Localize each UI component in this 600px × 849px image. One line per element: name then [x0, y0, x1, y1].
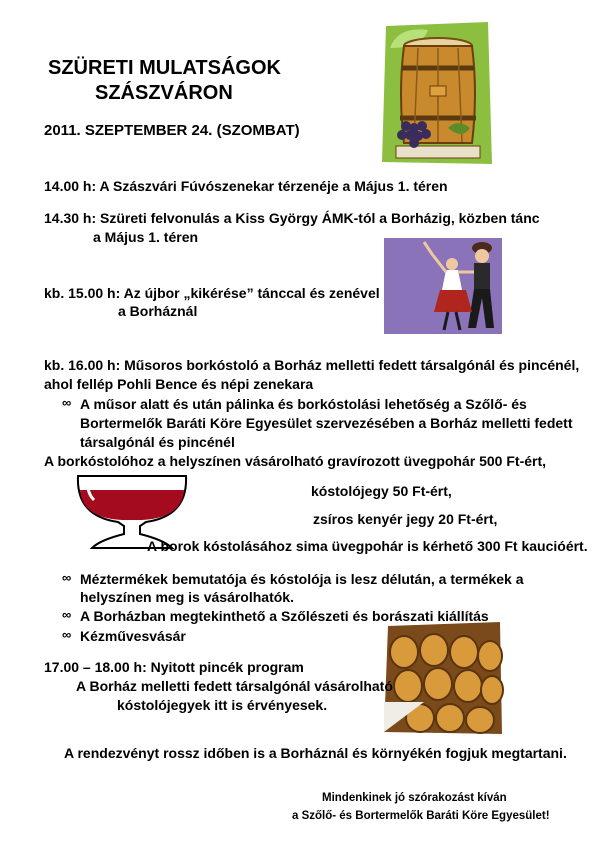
wine-cellar-icon [384, 622, 504, 734]
signature-line-2: a Szőlő- és Bortermelők Baráti Köre Egyesület! [292, 810, 550, 822]
folk-dancers-icon [384, 238, 502, 334]
program-item-5-line-3: kóstolójegyek itt is érvényesek. [117, 697, 328, 713]
bullet-1-line-3: társalgónál és pincénél [80, 434, 235, 450]
bullet-symbol-4: ∞ [62, 627, 72, 642]
bullet-3: A Borházban megtekinthető a Szőlészeti és borászati kiállítás [80, 608, 489, 624]
bullet-1-line-1: A műsor alatt és után pálinka és borkóstolási lehetőség a Szőlő- és [80, 396, 527, 412]
program-item-1: 14.00 h: A Szászvári Fúvószenekar térzenéje a Május 1. téren [44, 178, 448, 194]
program-item-3-line-1: kb. 15.00 h: Az újbor „kikérése” tánccal és zenével [44, 285, 380, 301]
bullet-2-line-1: Méztermékek bemutatója és kóstolója is lesz délután, a termékek a [80, 571, 524, 587]
barrel-grapes-icon [378, 18, 496, 168]
program-item-5-line-1: 17.00 – 18.00 h: Nyitott pincék program [44, 659, 304, 675]
glass-line-1: A borkóstolóhoz a helyszínen vásárolható gravírozott üvegpohár 500 Ft-ért, [44, 453, 547, 469]
program-item-5-line-2: A Borház melletti fedett társalgónál vásárolható [76, 678, 393, 694]
rain-note: A rendezvényt rossz időben is a Borháznál és környékén fogjuk megtartani. [64, 745, 567, 761]
program-item-2-line-1: 14.30 h: Szüreti felvonulás a Kiss György ÁMK-tól a Borházig, közben tánc [44, 210, 540, 226]
glass-line-2: kóstolójegy 50 Ft-ért, [311, 483, 452, 499]
bullet-symbol-2: ∞ [62, 570, 72, 585]
glass-line-3: zsíros kenyér jegy 20 Ft-ért, [313, 511, 498, 527]
bullet-symbol-3: ∞ [62, 607, 72, 622]
bullet-1-line-2: Bortermelők Baráti Köre Egyesület szervezésében a Borház melletti fedett [80, 415, 573, 431]
bullet-symbol-1: ∞ [62, 395, 72, 410]
event-date: 2011. SZEPTEMBER 24. (SZOMBAT) [44, 122, 300, 139]
bullet-2-line-2: helyszínen meg is vásárolhatók. [80, 589, 294, 605]
program-item-3-line-2: a Borháznál [118, 303, 198, 319]
program-item-4-line-2: ahol fellép Pohli Bence és népi zenekara [44, 376, 314, 392]
program-item-2-line-2: a Május 1. téren [93, 229, 199, 245]
title-line-2: SZÁSZVÁRON [95, 82, 233, 104]
signature-line-1: Mindenkinek jó szórakozást kíván [322, 792, 507, 804]
title-line-1: SZÜRETI MULATSÁGOK [48, 57, 281, 79]
glass-line-4: A borok kóstolásához sima üvegpohár is kérhető 300 Ft kaucióért. [147, 538, 588, 554]
bullet-4: Kézművesvásár [80, 628, 186, 644]
program-item-4-line-1: kb. 16.00 h: Műsoros borkóstoló a Borház melletti fedett társalgónál és pincénél, [44, 357, 580, 373]
